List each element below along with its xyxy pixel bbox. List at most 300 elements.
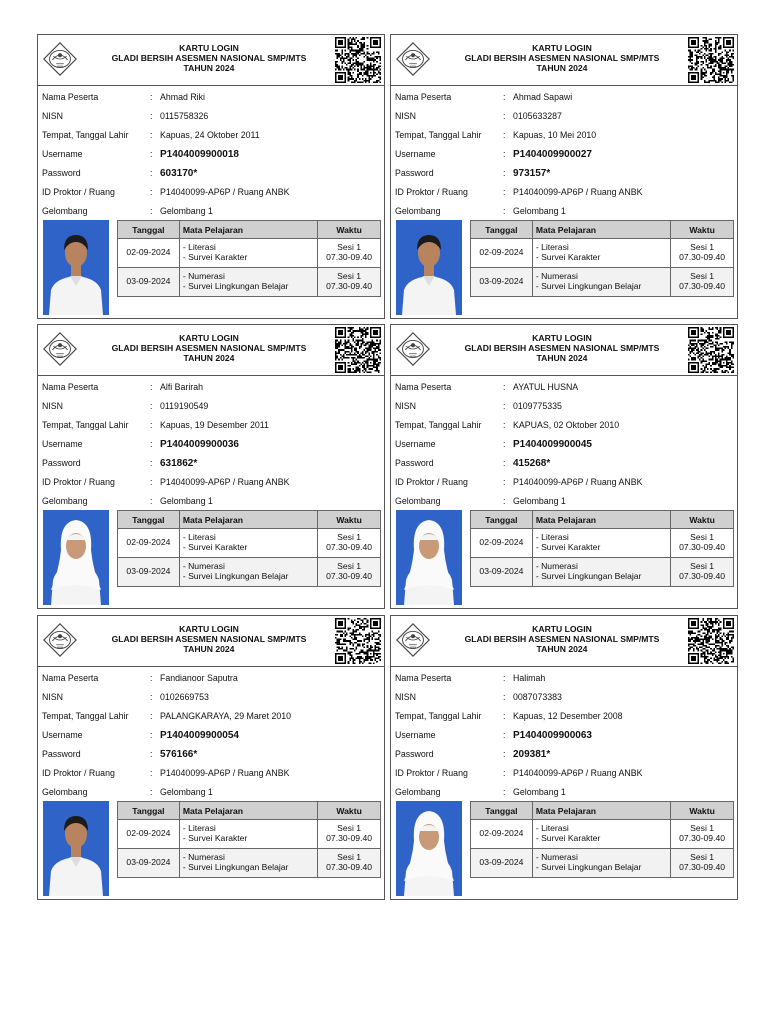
table-row xyxy=(471,558,734,587)
field-value-nisn: 0115758326 xyxy=(160,111,209,121)
card-header xyxy=(38,616,384,666)
mapel-line-1: - Literasi xyxy=(535,823,569,834)
cell-mapel xyxy=(179,558,317,587)
table-row xyxy=(118,558,381,587)
waktu-sesi: Sesi 1 xyxy=(690,823,715,834)
title-line-2: GLADI BERSIH ASESMEN NASIONAL SMP/MTS xyxy=(111,634,307,645)
cell-tanggal: 02-09-2024 xyxy=(471,820,533,849)
field-row-username xyxy=(395,726,735,745)
col-header-waktu: Waktu xyxy=(318,802,381,820)
field-colon: : xyxy=(150,730,153,740)
cell-tanggal: 03-09-2024 xyxy=(118,268,180,297)
field-label: Tempat, Tanggal Lahir xyxy=(42,420,129,430)
field-label: Tempat, Tanggal Lahir xyxy=(395,130,482,140)
field-label: Password xyxy=(42,458,81,468)
cell-tanggal: 02-09-2024 xyxy=(118,239,180,268)
waktu-sesi: Sesi 1 xyxy=(690,852,715,863)
field-row-gelombang xyxy=(395,202,735,221)
cell-tanggal: 03-09-2024 xyxy=(471,849,533,878)
waktu-jam: 07.30-09.40 xyxy=(326,571,373,581)
participant-info xyxy=(395,669,735,802)
mapel-line-2: - Survei Lingkungan Belajar xyxy=(182,571,289,581)
waktu-sesi: Sesi 1 xyxy=(690,271,715,282)
field-row-nama xyxy=(42,378,382,397)
field-label: Password xyxy=(395,749,434,759)
title-line-3: TAHUN 2024 xyxy=(536,644,588,655)
cell-mapel xyxy=(532,239,670,268)
field-row-proktor xyxy=(395,183,735,202)
field-row-username xyxy=(42,145,382,164)
field-label: Gelombang xyxy=(395,787,441,797)
waktu-sesi: Sesi 1 xyxy=(337,852,362,863)
field-row-password xyxy=(395,454,735,473)
participant-photo xyxy=(43,220,109,315)
schedule-table xyxy=(470,220,734,297)
field-row-ttl xyxy=(395,707,735,726)
cell-tanggal: 02-09-2024 xyxy=(118,529,180,558)
field-value-gelombang: Gelombang 1 xyxy=(513,787,566,797)
mapel-line-1: - Numerasi xyxy=(182,271,225,282)
field-colon: : xyxy=(150,420,153,430)
field-row-nisn xyxy=(42,688,382,707)
title-line-2: GLADI BERSIH ASESMEN NASIONAL SMP/MTS xyxy=(464,53,660,64)
mapel-line-1: - Literasi xyxy=(182,823,216,834)
field-value-username: P1404009900063 xyxy=(513,730,592,741)
col-header-waktu: Waktu xyxy=(671,511,734,529)
field-label: NISN xyxy=(42,692,64,702)
waktu-jam: 07.30-09.40 xyxy=(679,281,726,291)
waktu-jam: 07.30-09.40 xyxy=(326,833,373,843)
field-value-password: 631862* xyxy=(160,458,198,469)
participant-info xyxy=(42,88,382,221)
field-row-proktor xyxy=(42,183,382,202)
col-header-tanggal: Tanggal xyxy=(471,511,533,529)
waktu-sesi: Sesi 1 xyxy=(690,561,715,572)
title-line-1: KARTU LOGIN xyxy=(532,43,592,53)
waktu-sesi: Sesi 1 xyxy=(337,561,362,572)
cell-waktu xyxy=(671,268,734,297)
header-divider xyxy=(391,375,737,376)
waktu-jam: 07.30-09.40 xyxy=(679,833,726,843)
mapel-line-2: - Survei Lingkungan Belajar xyxy=(535,862,642,872)
title-line-3: TAHUN 2024 xyxy=(183,644,235,655)
field-colon: : xyxy=(150,477,153,487)
field-value-nama: AYATUL HUSNA xyxy=(513,382,579,392)
qr-code-icon xyxy=(335,37,381,83)
waktu-sesi: Sesi 1 xyxy=(690,242,715,253)
field-row-proktor xyxy=(42,473,382,492)
field-colon: : xyxy=(150,111,153,121)
title-line-2: GLADI BERSIH ASESMEN NASIONAL SMP/MTS xyxy=(464,343,660,354)
field-row-ttl xyxy=(42,416,382,435)
cell-tanggal: 03-09-2024 xyxy=(118,849,180,878)
title-line-3: TAHUN 2024 xyxy=(536,353,588,364)
col-header-tanggal: Tanggal xyxy=(118,221,180,239)
field-label: Tempat, Tanggal Lahir xyxy=(42,711,129,721)
cell-mapel xyxy=(179,849,317,878)
mapel-line-2: - Survei Karakter xyxy=(182,833,248,843)
field-colon: : xyxy=(150,206,153,216)
cell-tanggal: 02-09-2024 xyxy=(471,529,533,558)
qr-code-icon xyxy=(335,327,381,373)
field-row-password xyxy=(42,164,382,183)
qr-code-icon xyxy=(688,327,734,373)
table-row xyxy=(118,820,381,849)
schedule-header-row xyxy=(118,221,381,239)
table-row xyxy=(118,849,381,878)
field-label: Tempat, Tanggal Lahir xyxy=(42,130,129,140)
field-value-proktor: P14040099-AP6P / Ruang ANBK xyxy=(160,187,290,197)
field-colon: : xyxy=(503,768,506,778)
field-colon: : xyxy=(503,206,506,216)
field-label: Gelombang xyxy=(42,496,88,506)
field-value-proktor: P14040099-AP6P / Ruang ANBK xyxy=(160,477,290,487)
field-colon: : xyxy=(503,711,506,721)
cell-waktu xyxy=(318,820,381,849)
mapel-line-1: - Literasi xyxy=(182,242,216,253)
field-colon: : xyxy=(503,673,506,683)
field-colon: : xyxy=(503,692,506,702)
field-colon: : xyxy=(503,477,506,487)
tut-wuri-handayani-logo-icon xyxy=(394,621,432,659)
field-label: Nama Peserta xyxy=(42,673,99,683)
field-row-username xyxy=(42,435,382,454)
schedule-table xyxy=(470,801,734,878)
title-line-3: TAHUN 2024 xyxy=(183,353,235,364)
tut-wuri-handayani-logo-icon xyxy=(41,330,79,368)
field-row-gelombang xyxy=(42,492,382,511)
field-value-nisn: 0119190549 xyxy=(160,401,209,411)
mapel-line-1: - Numerasi xyxy=(535,561,578,572)
cell-waktu xyxy=(318,268,381,297)
field-colon: : xyxy=(150,496,153,506)
title-line-1: KARTU LOGIN xyxy=(532,624,592,634)
qr-code-icon xyxy=(688,37,734,83)
title-line-2: GLADI BERSIH ASESMEN NASIONAL SMP/MTS xyxy=(111,53,307,64)
cell-waktu xyxy=(671,529,734,558)
table-row xyxy=(118,529,381,558)
table-row xyxy=(471,849,734,878)
table-row xyxy=(471,239,734,268)
field-row-nama xyxy=(395,88,735,107)
field-value-username: P1404009900045 xyxy=(513,439,592,450)
field-row-ttl xyxy=(395,416,735,435)
field-row-nisn xyxy=(42,107,382,126)
field-value-password: 603170* xyxy=(160,168,198,179)
waktu-sesi: Sesi 1 xyxy=(337,271,362,282)
field-row-gelombang xyxy=(42,202,382,221)
field-value-gelombang: Gelombang 1 xyxy=(513,206,566,216)
field-label: Nama Peserta xyxy=(42,92,99,102)
field-label: Nama Peserta xyxy=(395,382,452,392)
table-row xyxy=(118,268,381,297)
cell-mapel xyxy=(179,239,317,268)
field-colon: : xyxy=(503,401,506,411)
field-row-nisn xyxy=(395,397,735,416)
field-value-ttl: KAPUAS, 02 Oktober 2010 xyxy=(513,420,620,430)
field-label: Password xyxy=(395,458,434,468)
field-colon: : xyxy=(150,439,153,449)
card-header xyxy=(38,325,384,375)
title-line-1: KARTU LOGIN xyxy=(532,333,592,343)
field-label: NISN xyxy=(395,111,417,121)
cell-waktu xyxy=(671,820,734,849)
field-label: Nama Peserta xyxy=(395,673,452,683)
field-label: ID Proktor / Ruang xyxy=(42,187,115,197)
field-value-username: P1404009900054 xyxy=(160,730,239,741)
header-divider xyxy=(391,85,737,86)
title-line-3: TAHUN 2024 xyxy=(536,63,588,74)
field-label: Gelombang xyxy=(42,787,88,797)
title-line-2: GLADI BERSIH ASESMEN NASIONAL SMP/MTS xyxy=(111,343,307,354)
waktu-jam: 07.30-09.40 xyxy=(326,252,373,262)
field-label: Nama Peserta xyxy=(395,92,452,102)
title-line-1: KARTU LOGIN xyxy=(179,624,239,634)
field-row-password xyxy=(42,745,382,764)
field-value-username: P1404009900036 xyxy=(160,439,239,450)
field-label: Username xyxy=(42,730,83,740)
participant-photo xyxy=(396,220,462,315)
col-header-tanggal: Tanggal xyxy=(118,802,180,820)
table-row xyxy=(471,529,734,558)
cell-tanggal: 03-09-2024 xyxy=(118,558,180,587)
field-row-gelombang xyxy=(395,783,735,802)
card-header xyxy=(391,35,737,85)
field-colon: : xyxy=(150,168,153,178)
table-row xyxy=(471,820,734,849)
field-label: NISN xyxy=(395,692,417,702)
schedule-header-row xyxy=(118,511,381,529)
col-header-mapel: Mata Pelajaran xyxy=(532,511,670,529)
schedule-table xyxy=(117,220,381,297)
header-divider xyxy=(38,85,384,86)
col-header-mapel: Mata Pelajaran xyxy=(179,802,317,820)
field-label: Username xyxy=(395,439,436,449)
mapel-line-1: - Numerasi xyxy=(182,852,225,863)
field-value-password: 973157* xyxy=(513,168,551,179)
card-title xyxy=(437,43,687,74)
field-colon: : xyxy=(150,149,153,159)
waktu-jam: 07.30-09.40 xyxy=(679,252,726,262)
mapel-line-1: - Literasi xyxy=(182,532,216,543)
field-row-ttl xyxy=(42,126,382,145)
schedule-table xyxy=(117,801,381,878)
field-value-nisn: 0109775335 xyxy=(513,401,562,411)
field-label: NISN xyxy=(42,111,64,121)
field-label: Gelombang xyxy=(395,496,441,506)
card-title xyxy=(84,624,334,655)
field-value-gelombang: Gelombang 1 xyxy=(160,206,213,216)
col-header-mapel: Mata Pelajaran xyxy=(532,221,670,239)
col-header-waktu: Waktu xyxy=(318,221,381,239)
field-row-password xyxy=(42,454,382,473)
cell-mapel xyxy=(532,268,670,297)
table-row xyxy=(118,239,381,268)
mapel-line-1: - Literasi xyxy=(535,532,569,543)
field-colon: : xyxy=(503,420,506,430)
cell-tanggal: 03-09-2024 xyxy=(471,558,533,587)
field-label: ID Proktor / Ruang xyxy=(42,477,115,487)
field-value-username: P1404009900018 xyxy=(160,149,239,160)
field-label: Username xyxy=(42,439,83,449)
field-colon: : xyxy=(150,458,153,468)
col-header-tanggal: Tanggal xyxy=(471,221,533,239)
participant-info xyxy=(395,378,735,511)
field-row-username xyxy=(395,435,735,454)
col-header-tanggal: Tanggal xyxy=(118,511,180,529)
field-colon: : xyxy=(150,92,153,102)
cell-waktu xyxy=(318,558,381,587)
title-line-2: GLADI BERSIH ASESMEN NASIONAL SMP/MTS xyxy=(464,634,660,645)
field-row-password xyxy=(395,745,735,764)
card-title xyxy=(437,624,687,655)
cell-mapel xyxy=(532,849,670,878)
cell-mapel xyxy=(532,558,670,587)
field-label: ID Proktor / Ruang xyxy=(395,477,468,487)
field-label: Tempat, Tanggal Lahir xyxy=(395,711,482,721)
waktu-jam: 07.30-09.40 xyxy=(679,862,726,872)
col-header-waktu: Waktu xyxy=(318,511,381,529)
field-colon: : xyxy=(503,730,506,740)
field-row-ttl xyxy=(395,126,735,145)
field-row-gelombang xyxy=(42,783,382,802)
field-label: ID Proktor / Ruang xyxy=(395,768,468,778)
cell-waktu xyxy=(318,849,381,878)
cell-mapel xyxy=(532,820,670,849)
field-label: NISN xyxy=(42,401,64,411)
field-row-username xyxy=(395,145,735,164)
col-header-mapel: Mata Pelajaran xyxy=(532,802,670,820)
waktu-jam: 07.30-09.40 xyxy=(679,542,726,552)
mapel-line-1: - Literasi xyxy=(535,242,569,253)
mapel-line-2: - Survei Karakter xyxy=(535,833,601,843)
qr-code-icon xyxy=(688,618,734,664)
title-line-1: KARTU LOGIN xyxy=(179,43,239,53)
participant-info xyxy=(395,88,735,221)
field-value-nama: Ahmad Sapawi xyxy=(513,92,573,102)
waktu-sesi: Sesi 1 xyxy=(690,532,715,543)
card-title xyxy=(84,43,334,74)
field-label: Username xyxy=(42,149,83,159)
mapel-line-1: - Numerasi xyxy=(535,271,578,282)
cell-waktu xyxy=(318,239,381,268)
field-label: ID Proktor / Ruang xyxy=(42,768,115,778)
field-value-ttl: PALANGKARAYA, 29 Maret 2010 xyxy=(160,711,292,721)
cell-mapel xyxy=(179,529,317,558)
cell-tanggal: 03-09-2024 xyxy=(471,268,533,297)
field-row-proktor xyxy=(42,764,382,783)
field-row-nama xyxy=(395,669,735,688)
field-value-nama: Alfi Barirah xyxy=(160,382,204,392)
field-row-nisn xyxy=(395,688,735,707)
mapel-line-2: - Survei Karakter xyxy=(535,252,601,262)
field-value-nama: Ahmad Riki xyxy=(160,92,205,102)
card-title xyxy=(437,333,687,364)
cell-waktu xyxy=(671,849,734,878)
col-header-mapel: Mata Pelajaran xyxy=(179,511,317,529)
field-colon: : xyxy=(150,130,153,140)
tut-wuri-handayani-logo-icon xyxy=(41,621,79,659)
field-colon: : xyxy=(503,382,506,392)
header-divider xyxy=(38,666,384,667)
participant-photo xyxy=(43,510,109,605)
schedule-header-row xyxy=(118,802,381,820)
table-row xyxy=(471,268,734,297)
field-value-proktor: P14040099-AP6P / Ruang ANBK xyxy=(513,477,643,487)
card-header xyxy=(391,325,737,375)
field-label: Username xyxy=(395,149,436,159)
col-header-waktu: Waktu xyxy=(671,802,734,820)
card-title xyxy=(84,333,334,364)
participant-info xyxy=(42,669,382,802)
login-card xyxy=(37,615,385,900)
waktu-sesi: Sesi 1 xyxy=(337,823,362,834)
field-colon: : xyxy=(150,749,153,759)
field-label: Nama Peserta xyxy=(42,382,99,392)
field-value-password: 415268* xyxy=(513,458,551,469)
mapel-line-2: - Survei Lingkungan Belajar xyxy=(182,862,289,872)
mapel-line-2: - Survei Lingkungan Belajar xyxy=(535,281,642,291)
field-row-ttl xyxy=(42,707,382,726)
waktu-jam: 07.30-09.40 xyxy=(326,542,373,552)
field-value-nama: Fandianoor Saputra xyxy=(160,673,238,683)
field-value-nisn: 0102669753 xyxy=(160,692,209,702)
field-value-ttl: Kapuas, 24 Oktober 2011 xyxy=(160,130,260,140)
cell-mapel xyxy=(179,268,317,297)
cell-tanggal: 02-09-2024 xyxy=(471,239,533,268)
field-row-nisn xyxy=(395,107,735,126)
schedule-header-row xyxy=(471,511,734,529)
col-header-waktu: Waktu xyxy=(671,221,734,239)
field-colon: : xyxy=(150,673,153,683)
field-value-proktor: P14040099-AP6P / Ruang ANBK xyxy=(160,768,290,778)
field-row-nama xyxy=(42,669,382,688)
login-card xyxy=(37,34,385,319)
mapel-line-2: - Survei Karakter xyxy=(182,252,248,262)
field-row-nisn xyxy=(42,397,382,416)
field-value-proktor: P14040099-AP6P / Ruang ANBK xyxy=(513,187,643,197)
field-colon: : xyxy=(150,692,153,702)
field-colon: : xyxy=(150,401,153,411)
cell-waktu xyxy=(671,558,734,587)
schedule-header-row xyxy=(471,802,734,820)
participant-photo xyxy=(396,510,462,605)
title-line-1: KARTU LOGIN xyxy=(179,333,239,343)
field-colon: : xyxy=(150,187,153,197)
field-value-nama: Halimah xyxy=(513,673,546,683)
cell-tanggal: 02-09-2024 xyxy=(118,820,180,849)
field-colon: : xyxy=(503,149,506,159)
field-row-gelombang xyxy=(395,492,735,511)
tut-wuri-handayani-logo-icon xyxy=(394,40,432,78)
mapel-line-1: - Numerasi xyxy=(535,852,578,863)
field-label: NISN xyxy=(395,401,417,411)
col-header-mapel: Mata Pelajaran xyxy=(179,221,317,239)
field-colon: : xyxy=(150,382,153,392)
schedule-table xyxy=(470,510,734,587)
field-value-ttl: Kapuas, 10 Mei 2010 xyxy=(513,130,597,140)
tut-wuri-handayani-logo-icon xyxy=(41,40,79,78)
field-value-gelombang: Gelombang 1 xyxy=(160,496,213,506)
waktu-sesi: Sesi 1 xyxy=(337,242,362,253)
tut-wuri-handayani-logo-icon xyxy=(394,330,432,368)
card-header xyxy=(391,616,737,666)
field-colon: : xyxy=(503,130,506,140)
field-value-gelombang: Gelombang 1 xyxy=(160,787,213,797)
field-colon: : xyxy=(150,711,153,721)
login-card xyxy=(390,324,738,609)
field-colon: : xyxy=(503,111,506,121)
